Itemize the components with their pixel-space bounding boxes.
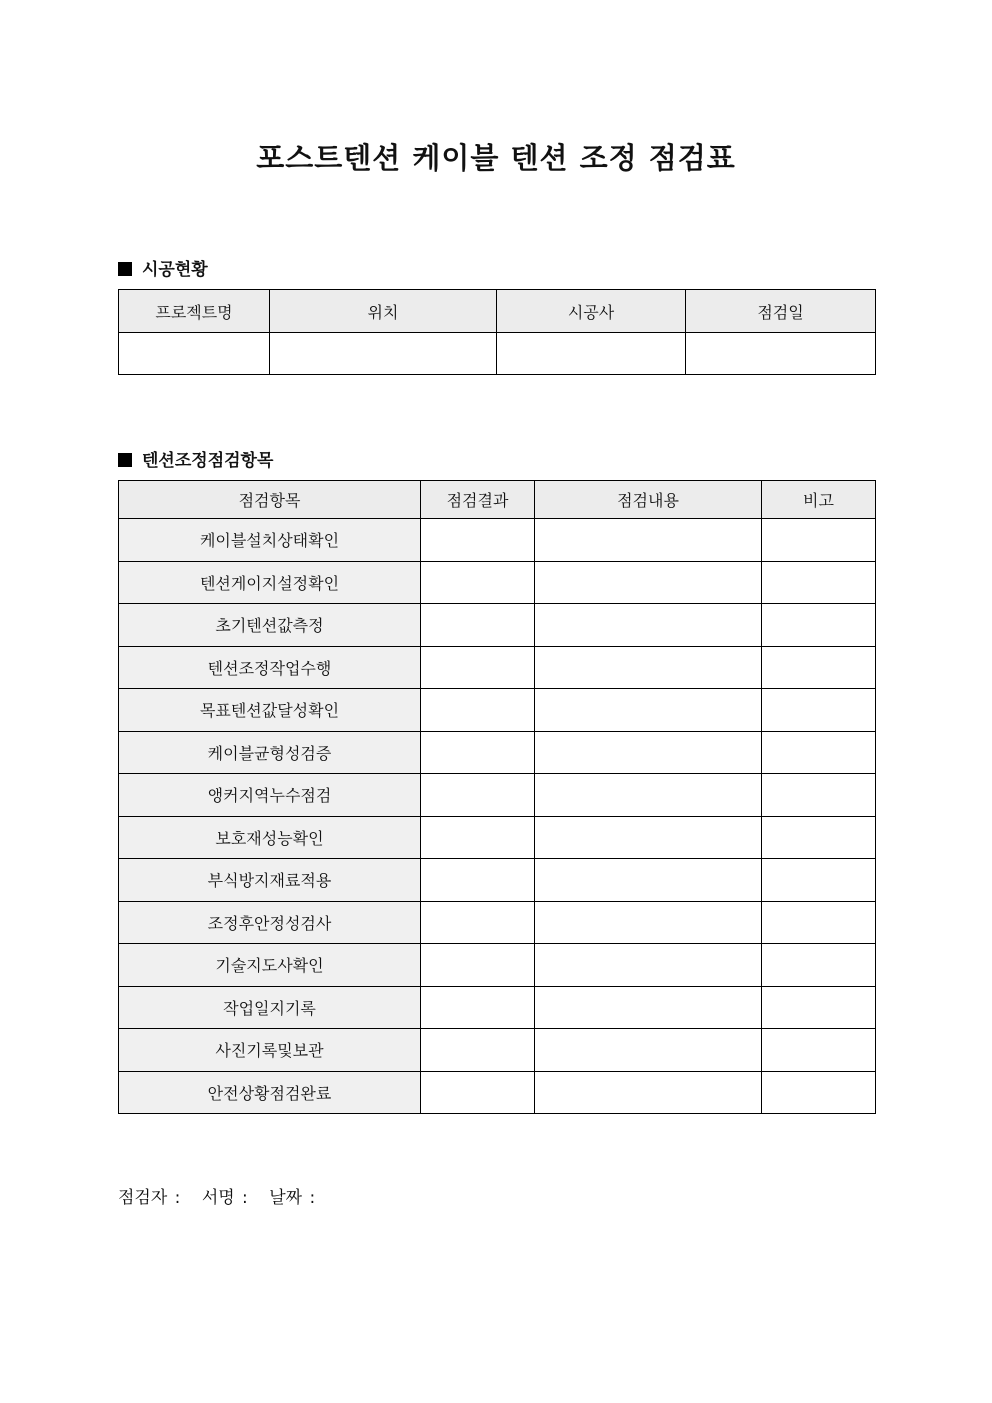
square-bullet-icon [118,262,132,276]
table-row [119,519,876,562]
inspector-label: 점검자 : [118,1188,181,1208]
header-remarks: 비고 [762,481,876,519]
details-cell[interactable] [535,519,762,562]
section-title: 텐션조정점검항목 [142,451,274,471]
header-details: 점검내용 [535,481,762,519]
checklist-item-label: 텐션조정작업수행 [119,646,421,689]
remarks-cell[interactable] [762,1071,876,1114]
result-cell[interactable] [421,561,535,604]
checklist-item-label: 텐션게이지설정확인 [119,561,421,604]
section-title: 시공현황 [142,260,208,280]
header-inspection-date: 점검일 [686,290,876,333]
table-row [119,859,876,902]
remarks-cell[interactable] [762,986,876,1029]
table-row [119,901,876,944]
details-cell[interactable] [535,646,762,689]
checklist-item-label: 안전상황점검완료 [119,1071,421,1114]
signature-label: 서명 : [201,1188,248,1208]
details-cell[interactable] [535,1029,762,1072]
result-cell[interactable] [421,986,535,1029]
details-cell[interactable] [535,689,762,732]
checklist-item-label: 케이블설치상태확인 [119,519,421,562]
remarks-cell[interactable] [762,1029,876,1072]
details-cell[interactable] [535,859,762,902]
table-row [119,604,876,647]
result-cell[interactable] [421,731,535,774]
details-cell[interactable] [535,604,762,647]
header-contractor: 시공사 [497,290,686,333]
remarks-cell[interactable] [762,519,876,562]
table-row [119,986,876,1029]
section-heading-tension-items [118,446,273,471]
result-cell[interactable] [421,774,535,817]
result-cell[interactable] [421,859,535,902]
header-item: 점검항목 [119,481,421,519]
checklist-item-label: 기술지도사확인 [119,944,421,987]
square-bullet-icon [118,453,132,467]
header-location: 위치 [270,290,497,333]
remarks-cell[interactable] [762,816,876,859]
checklist-item-label: 케이블균형성검증 [119,731,421,774]
checklist-item-label: 앵커지역누수점검 [119,774,421,817]
contractor-field[interactable] [497,333,686,375]
result-cell[interactable] [421,944,535,987]
result-cell[interactable] [421,1029,535,1072]
table-row [119,774,876,817]
table-row [119,646,876,689]
result-cell[interactable] [421,689,535,732]
document-title: 포스트텐션 케이블 텐션 조정 점검표 [256,141,736,175]
header-result: 점검결과 [421,481,535,519]
result-cell[interactable] [421,646,535,689]
construction-status-table [118,289,876,375]
checklist-item-label: 작업일지기록 [119,986,421,1029]
table-row [119,944,876,987]
tension-checklist-table [118,480,876,1114]
details-cell[interactable] [535,901,762,944]
result-cell[interactable] [421,604,535,647]
table-row [119,816,876,859]
project-name-field[interactable] [119,333,270,375]
table-row [119,731,876,774]
remarks-cell[interactable] [762,689,876,732]
checklist-item-label: 목표텐션값달성확인 [119,689,421,732]
table-row [119,561,876,604]
result-cell[interactable] [421,901,535,944]
checklist-item-label: 초기텐션값측정 [119,604,421,647]
checklist-item-label: 조정후안정성검사 [119,901,421,944]
table-row [119,1071,876,1114]
details-cell[interactable] [535,1071,762,1114]
remarks-cell[interactable] [762,859,876,902]
date-label: 날짜 : [269,1188,316,1208]
remarks-cell[interactable] [762,774,876,817]
table-row [119,689,876,732]
location-field[interactable] [270,333,497,375]
section-heading-construction-status [118,255,208,280]
details-cell[interactable] [535,731,762,774]
remarks-cell[interactable] [762,561,876,604]
result-cell[interactable] [421,1071,535,1114]
details-cell[interactable] [535,774,762,817]
signature-line [118,1183,329,1208]
inspection-date-field[interactable] [686,333,876,375]
table-row [119,1029,876,1072]
remarks-cell[interactable] [762,604,876,647]
checklist-item-label: 사진기록및보관 [119,1029,421,1072]
remarks-cell[interactable] [762,646,876,689]
details-cell[interactable] [535,986,762,1029]
header-project-name: 프로젝트명 [119,290,270,333]
result-cell[interactable] [421,816,535,859]
remarks-cell[interactable] [762,901,876,944]
checklist-item-label: 부식방지재료적용 [119,859,421,902]
details-cell[interactable] [535,944,762,987]
result-cell[interactable] [421,519,535,562]
details-cell[interactable] [535,816,762,859]
remarks-cell[interactable] [762,731,876,774]
checklist-item-label: 보호재성능확인 [119,816,421,859]
details-cell[interactable] [535,561,762,604]
remarks-cell[interactable] [762,944,876,987]
